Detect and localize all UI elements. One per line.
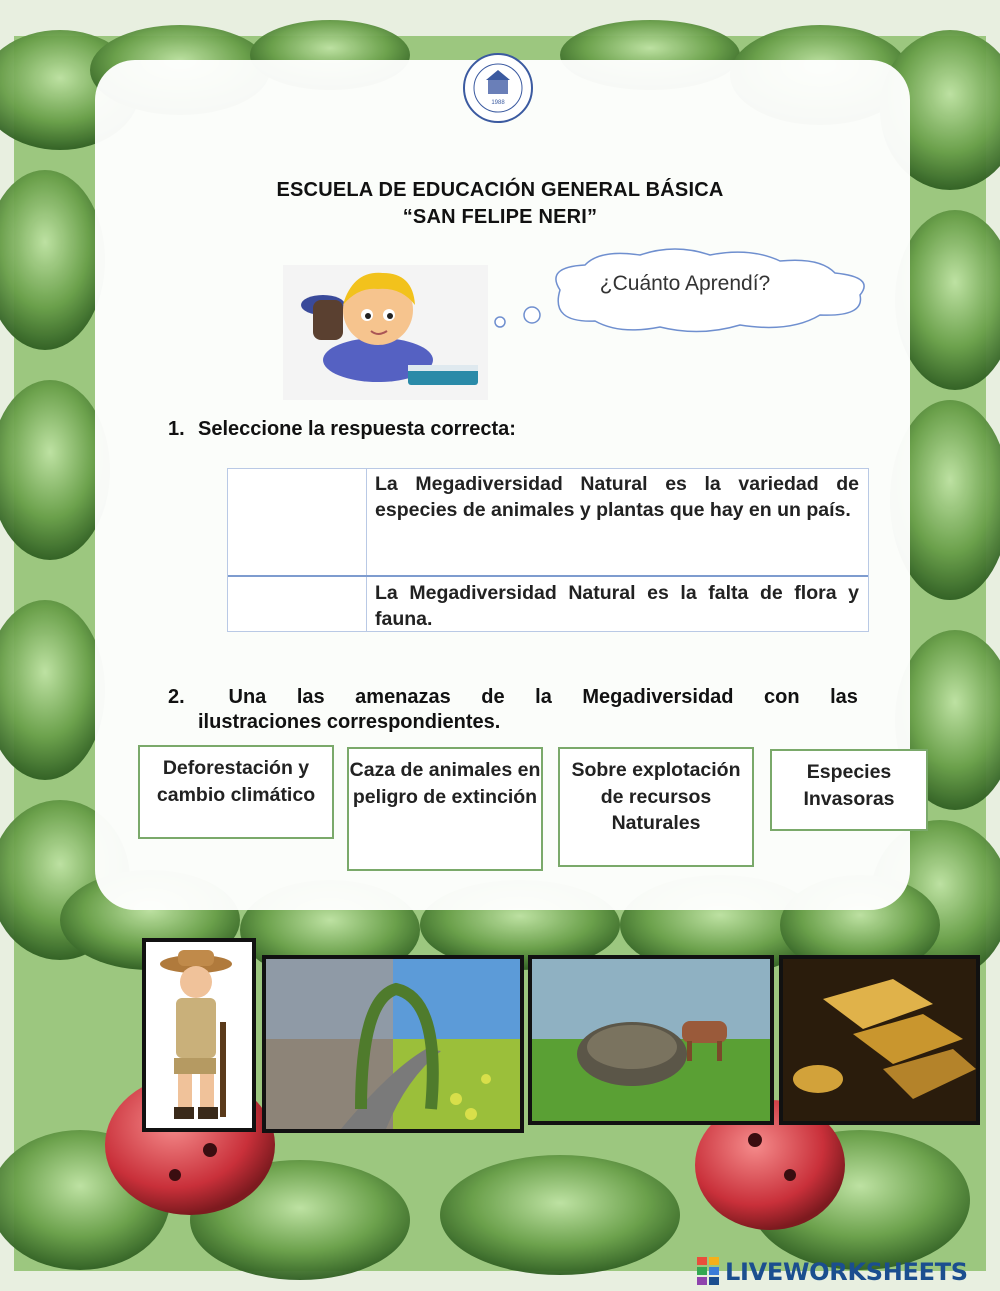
question-2-number: 2. xyxy=(168,686,185,708)
tortoise-and-goat-photo-icon[interactable] xyxy=(528,955,774,1125)
school-seal-icon xyxy=(462,52,534,124)
climate-change-photo-icon[interactable] xyxy=(262,955,524,1133)
reading-boy-illustration xyxy=(283,265,488,400)
answer-option-1-text: La Megadiversidad Natural es la variedad de especies de animales y plantas que hay en un país. xyxy=(375,473,859,521)
school-name-line2: “SAN FELIPE NERI” xyxy=(402,206,598,228)
question-1-prompt xyxy=(168,418,516,441)
question-2-word: de xyxy=(481,686,505,708)
thought-bubble-text: ¿Cuánto Aprendí? xyxy=(599,272,771,295)
threat-box-invasive-species[interactable]: Especies Invasoras xyxy=(770,749,928,831)
question-2-line2: ilustraciones correspondientes. xyxy=(198,711,501,733)
answer-option-row xyxy=(228,577,868,631)
answer-option-1-select-cell[interactable] xyxy=(228,469,367,575)
school-name-line1: ESCUELA DE EDUCACIÓN GENERAL BÁSICA xyxy=(276,179,724,201)
brand-text: LIVEWORKSHEETS xyxy=(725,1258,968,1286)
question-2-word: la xyxy=(535,686,552,708)
question-1-number: 1. xyxy=(168,418,185,440)
hunter-illustration-icon[interactable] xyxy=(142,938,256,1132)
question-2-word: Megadiversidad xyxy=(582,686,734,708)
question-2-word: las xyxy=(296,686,325,708)
gold-bars-photo-icon[interactable] xyxy=(779,955,980,1125)
question-2-word: Una xyxy=(228,686,267,708)
question-2-line1 xyxy=(168,686,858,709)
answer-option-2-select-cell[interactable] xyxy=(228,577,367,631)
threat-box-overexploitation[interactable]: Sobre explotación de recursos Naturales xyxy=(558,747,754,867)
liveworksheets-brand xyxy=(697,1256,968,1288)
threat-box-deforestation[interactable]: Deforestación y cambio climático xyxy=(138,745,334,839)
logo-year: 1988 xyxy=(491,100,505,106)
question-2-prompt xyxy=(168,686,858,734)
answer-option-row xyxy=(228,469,868,577)
question-2-word: amenazas xyxy=(355,686,451,708)
answer-option-2-text: La Megadiversidad Natural es la falta de flora y fauna. xyxy=(375,582,859,630)
question-1-text: Seleccione la respuesta correcta: xyxy=(198,418,516,440)
threat-box-hunting[interactable]: Caza de animales en peligro de extinción xyxy=(347,747,543,871)
question-2-word: las xyxy=(830,686,858,708)
liveworksheets-logo-icon xyxy=(697,1257,721,1287)
answer-options-table xyxy=(227,468,869,632)
question-2-word: con xyxy=(764,686,800,708)
